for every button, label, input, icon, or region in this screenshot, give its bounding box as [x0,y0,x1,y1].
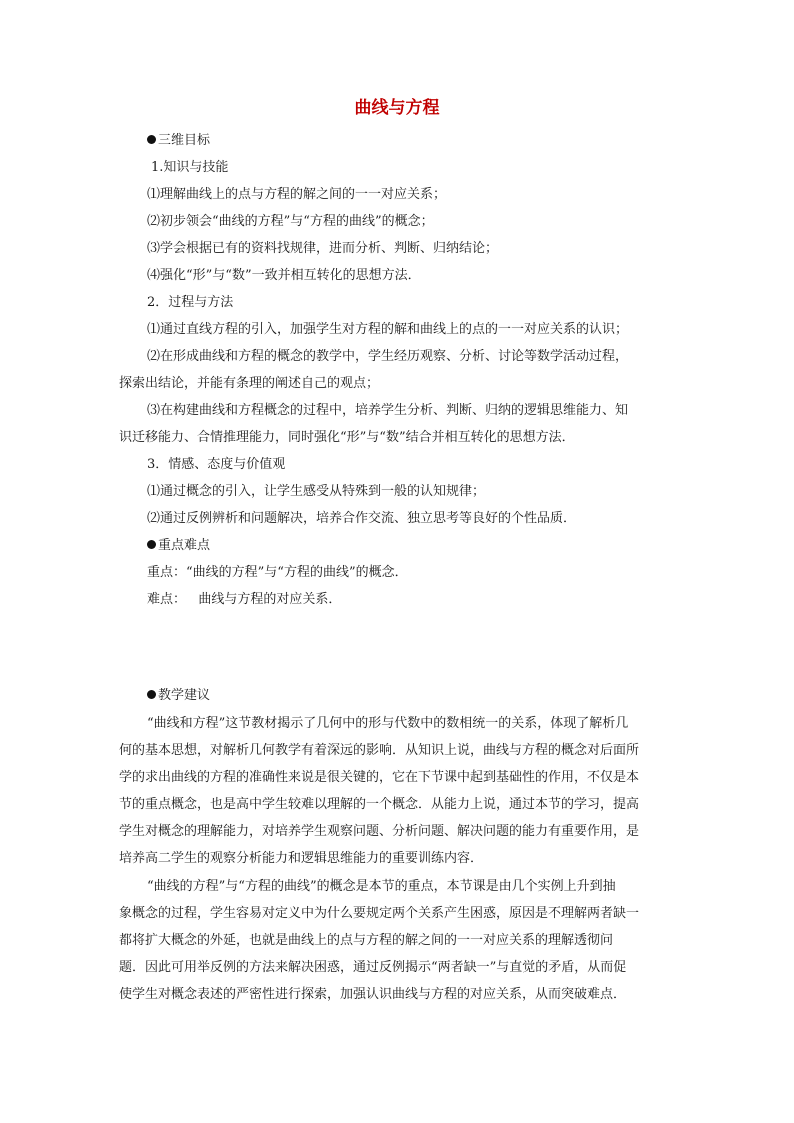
paragraph-line: 都将扩大概念的外延，也就是曲线上的点与方程的解之间的一一对应关系的理解透彻问 [119,933,614,948]
bullet-icon [147,135,156,144]
list-item: ⑷强化“形”与“数”一致并相互转化的思想方法． [147,268,421,283]
subheading-knowledge: 1.知识与技能 [151,160,229,175]
subheading-emotion: 3．情感、态度与价值观 [147,457,286,472]
paragraph-line: 使学生对概念表述的严密性进行探索，加强认识曲线与方程的对应关系，从而突破难点． [119,987,627,1002]
paragraph-line: 学的求出曲线的方程的准确性来说是很关键的，它在下节课中起到基础性的作用，不仅是本 [119,770,640,785]
bullet-icon [147,540,156,549]
paragraph-line: 题．因此可用举反例的方法来解决困惑，通过反例揭示“两者缺一”与直觉的矛盾，从而促 [119,960,627,975]
list-item: ⑶学会根据已有的资料找规律，进而分析、判断、归纳结论； [147,241,499,256]
list-item-continuation: 探索出结论，并能有条理的阐述自己的观点； [119,376,380,391]
list-item: ⑵初步领会“曲线的方程”与“方程的曲线”的概念； [147,214,434,229]
list-item-continuation: 识迁移能力、合情推理能力，同时强化“形”与“数”结合并相互转化的思想方法． [119,430,575,445]
list-item: ⑵在形成曲线和方程的概念的教学中，学生经历观察、分析、讨论等数学活动过程， [147,349,629,364]
paragraph-line: “曲线和方程”这节教材揭示了几何中的形与代数中的数相统一的关系，体现了解析几 [147,716,629,731]
document-title: 曲线与方程 [354,98,440,118]
list-item: ⑶在构建曲线和方程概念的过程中，培养学生分析、判断、归纳的逻辑思维能力、知 [147,403,629,418]
subheading-process: 2．过程与方法 [147,295,234,310]
paragraph-line: 学生对概念的理解能力，对培养学生观察问题、分析问题、解决问题的能力有重要作用，是 [119,824,640,839]
section-heading-key-points: 重点难点 [147,536,677,556]
key-point: 重点：“曲线的方程”与“方程的曲线”的概念． [147,565,408,580]
paragraph-line: 何的基本思想，对解析几何教学有着深远的影响．从知识上说，曲线与方程的概念对后面所 [119,743,640,758]
paragraph-line: 培养高二学生的观察分析能力和逻辑思维能力的重要训练内容． [119,851,484,866]
difficult-point: 难点： 曲线与方程的对应关系． [147,592,342,607]
list-item: ⑴通过直线方程的引入，加强学生对方程的解和曲线上的点的一一对应关系的认识； [147,322,629,337]
paragraph-line: “曲线的方程”与“方程的曲线”的概念是本节的重点，本节课是由几个实例上升到抽 [147,879,616,894]
list-item: ⑴理解曲线上的点与方程的解之间的一一对应关系； [147,187,447,202]
section-heading-advice: 教学建议 [147,686,677,706]
list-item: ⑴通过概念的引入，让学生感受从特殊到一般的认知规律； [147,484,486,499]
paragraph-line: 象概念的过程，学生容易对定义中为什么要规定两个关系产生困惑，原因是不理解两者缺一 [119,906,640,921]
bullet-icon [147,690,156,699]
list-item: ⑵通过反例辨析和问题解决，培养合作交流、独立思考等良好的个性品质． [147,511,577,526]
paragraph-line: 节的重点概念，也是高中学生较难以理解的一个概念．从能力上说，通过本节的学习，提高 [119,797,640,812]
section-heading-goals: 三维目标 [147,131,677,151]
